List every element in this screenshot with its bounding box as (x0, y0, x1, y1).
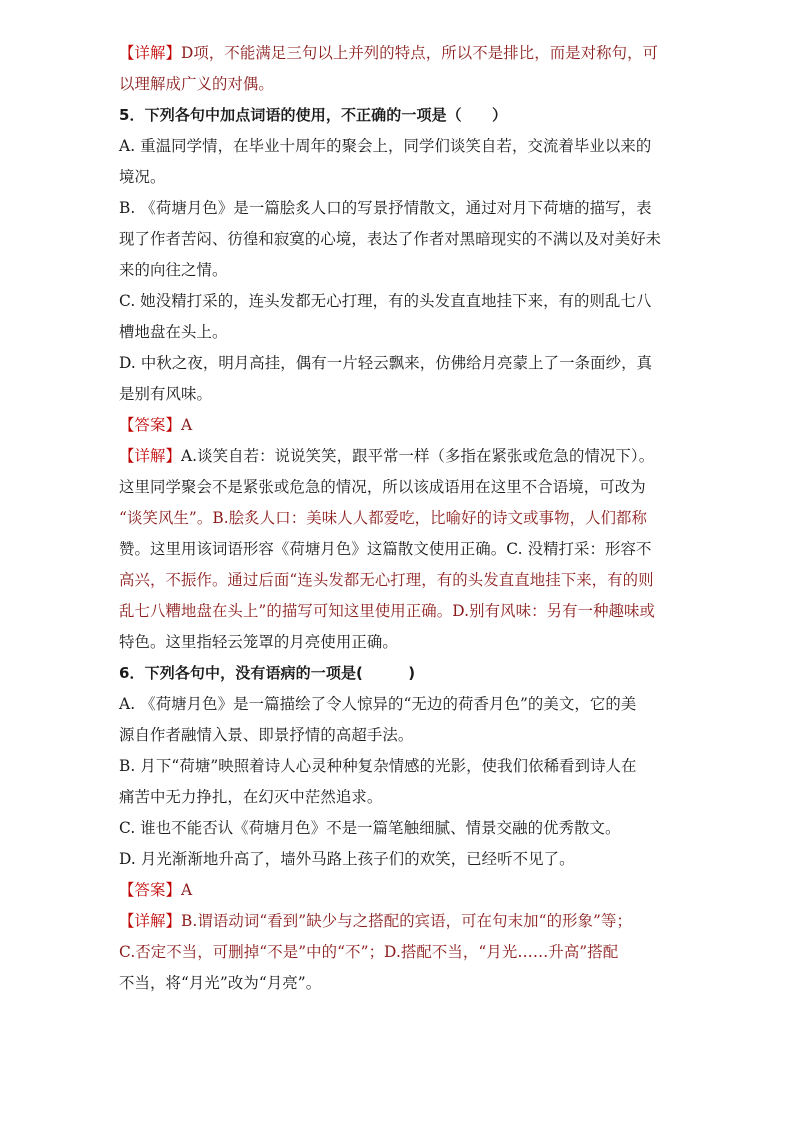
q5-option-c-line-2: 槽地盘在头上。 (119, 323, 228, 341)
q5-detail-line-6: 乱七八糟地盘在头上”的描写可知这里使用正确。D.别有风味：另有一种趣味或 (119, 602, 656, 620)
question-5-title: 5．下列各句中加点词语的使用，不正确的一项是（ ） (119, 106, 508, 124)
answer-tag: 【答案】 (119, 416, 181, 434)
q5-detail-line-1 (119, 441, 679, 472)
q5-option-c-line-1: C. 她没精打采的，连头发都无心打理，有的头发直直地挂下来，有的则乱七八 (119, 292, 652, 310)
detail-text: D项，不能满足三句以上并列的特点，所以不是排比，而是对称句，可 (180, 44, 659, 62)
q6-option-d: D. 月光渐渐地升高了，墙外马路上孩子们的欢笑，已经听不见了。 (119, 850, 575, 868)
detail-text: A.谈笑自若：说说笑笑，跟平常一样（多指在紧张或危急的情况下）。 (180, 447, 655, 465)
answer-value: A (180, 881, 193, 899)
q6-option-a-line-2: 源自作者融情入景、即景抒情的高超手法。 (119, 726, 414, 744)
q6-option-a-line-1: A. 《荷塘月色》是一篇描绘了令人惊异的“无边的荷香月色”的美文，它的美 (119, 695, 637, 713)
q5-detail-line-5: 高兴，不振作。通过后面“连头发都无心打理，有的头发直直地挂下来，有的则 (119, 571, 654, 589)
q5-detail-line-2: 这里同学聚会不是紧张或危急的情况，所以该成语用在这里不合语境，可改为 (119, 478, 646, 496)
q5-option-d-line-2: 是别有风味。 (119, 385, 212, 403)
q6-option-c: C. 谁也不能否认《荷塘月色》不是一篇笔触细腻、情景交融的优秀散文。 (119, 819, 621, 837)
q6-option-b-line-1: B. 月下“荷塘”映照着诗人心灵种种复杂情感的光影，使我们依稀看到诗人在 (119, 757, 637, 775)
q6-detail-line-1 (119, 906, 679, 937)
q5-option-b-line-3: 来的向往之情。 (119, 261, 228, 279)
q6-option-b-line-2: 痛苦中无力挣扎，在幻灭中茫然追求。 (119, 788, 383, 806)
question-6-title: 6．下列各句中，没有语病的一项是( ) (119, 664, 416, 682)
q5-detail-line-3: “谈笑风生”。B.脍炙人口：美味人人都爱吃，比喻好的诗文或事物，人们都称 (119, 509, 648, 527)
q6-detail-line-2: C.否定不当，可删掉“不是”中的“不”；D.搭配不当，“月光……升高”搭配 (119, 943, 619, 961)
document-page (119, 38, 679, 999)
q5-option-a-line-2: 境况。 (119, 168, 166, 186)
q6-detail-line-3: 不当，将“月光”改为“月亮”。 (119, 974, 322, 992)
q5-answer (119, 410, 679, 441)
detail-tag: 【详解】 (119, 44, 181, 62)
prev-detail-line-1 (119, 38, 679, 69)
answer-tag: 【答案】 (119, 881, 181, 899)
q5-option-b-line-1: B. 《荷塘月色》是一篇脍炙人口的写景抒情散文，通过对月下荷塘的描写，表 (119, 199, 652, 217)
detail-tag: 【详解】 (119, 912, 181, 930)
q6-answer (119, 875, 679, 906)
q5-detail-line-7: 特色。这里指轻云笼罩的月亮使用正确。 (119, 633, 398, 651)
q5-option-b-line-2: 现了作者苦闷、彷徨和寂寞的心境，表达了作者对黑暗现实的不满以及对美好未 (119, 230, 662, 248)
q5-detail-line-4: 赞。这里用该词语形容《荷塘月色》这篇散文使用正确。C. 没精打采：形容不 (119, 540, 652, 558)
q5-option-a-line-1: A. 重温同学情，在毕业十周年的聚会上，同学们谈笑自若，交流着毕业以来的 (119, 137, 652, 155)
detail-text: B.谓语动词“看到”缺少与之搭配的宾语，可在句末加“的形象”等； (180, 912, 632, 930)
prev-detail-line-2: 以理解成广义的对偶。 (119, 75, 274, 93)
detail-tag: 【详解】 (119, 447, 181, 465)
answer-value: A (180, 416, 193, 434)
q5-option-d-line-1: D. 中秋之夜，明月高挂，偶有一片轻云飘来，仿佛给月亮蒙上了一条面纱，真 (119, 354, 653, 372)
